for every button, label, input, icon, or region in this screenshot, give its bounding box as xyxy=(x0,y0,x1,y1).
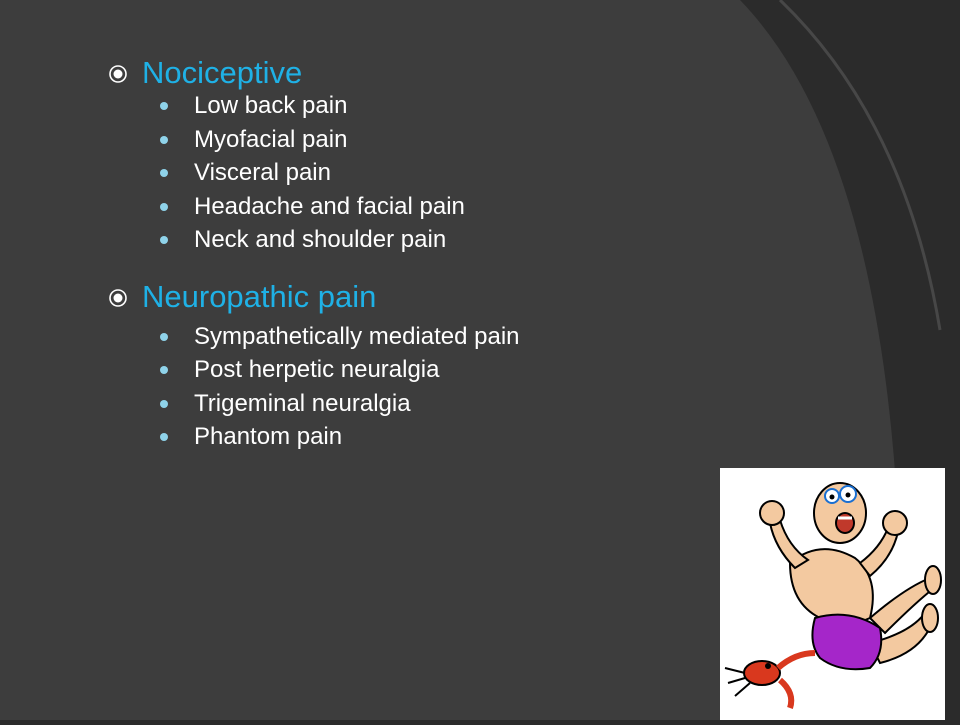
list-item xyxy=(160,356,439,384)
list-item-text: Headache and facial pain xyxy=(194,193,465,220)
list-item-text: Trigeminal neuralgia xyxy=(194,390,411,417)
list-item xyxy=(160,159,331,187)
list-item xyxy=(160,193,465,221)
dot-bullet-icon xyxy=(160,433,168,441)
list-item-text: Sympathetically mediated pain xyxy=(194,323,520,350)
section-heading-neuropathic xyxy=(108,279,376,315)
list-item-text: Visceral pain xyxy=(194,159,331,186)
section-heading-nociceptive xyxy=(108,55,302,91)
list-item xyxy=(160,390,411,418)
clipart-man-crayfish-icon xyxy=(720,468,945,720)
section-heading-text: Neuropathic pain xyxy=(142,279,377,314)
circled-bullet-icon xyxy=(108,288,128,308)
list-item-text: Neck and shoulder pain xyxy=(194,226,447,253)
list-item xyxy=(160,226,446,254)
dot-bullet-icon xyxy=(160,236,168,244)
dot-bullet-icon xyxy=(160,102,168,110)
list-item-text: Myofacial pain xyxy=(194,126,348,153)
list-item-text: Phantom pain xyxy=(194,423,343,450)
dot-bullet-icon xyxy=(160,366,168,374)
list-item-text: Low back pain xyxy=(194,92,348,119)
list-item xyxy=(160,126,347,154)
list-item xyxy=(160,323,520,351)
list-item xyxy=(160,92,347,120)
list-item xyxy=(160,423,342,451)
list-item-text: Post herpetic neuralgia xyxy=(194,356,440,383)
circled-bullet-icon xyxy=(108,64,128,84)
dot-bullet-icon xyxy=(160,136,168,144)
pain-illustration xyxy=(720,468,945,720)
dot-bullet-icon xyxy=(160,400,168,408)
dot-bullet-icon xyxy=(160,203,168,211)
section-heading-text: Nociceptive xyxy=(142,55,303,90)
dot-bullet-icon xyxy=(160,169,168,177)
dot-bullet-icon xyxy=(160,333,168,341)
